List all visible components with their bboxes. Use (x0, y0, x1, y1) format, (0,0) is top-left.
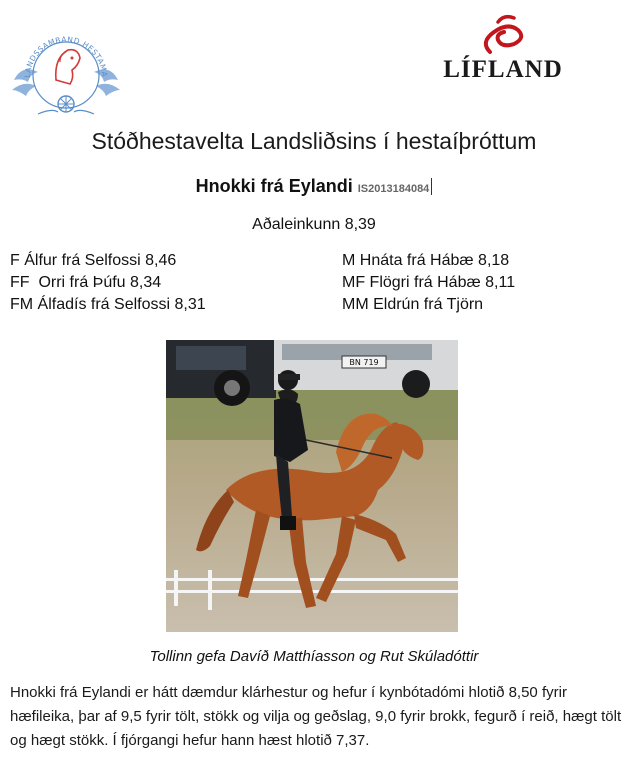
lifland-logo-text: LÍFLAND (443, 56, 563, 83)
pedigree-dam: M Hnáta frá Hábæ 8,18 (342, 252, 510, 269)
pedigree-dam-sire: MF Flögri frá Hábæ 8,11 (342, 274, 516, 291)
horse-photo (166, 340, 458, 632)
horse-name: Hnokki frá Eylandi (195, 176, 353, 196)
pedigree-dam-side (342, 250, 515, 316)
main-score: Aðaleinkunn 8,39 (252, 216, 376, 233)
photo-caption: Tollinn gefa Davíð Matthíasson og Rut Skúladóttir (149, 648, 479, 665)
horse-association-seal-icon (8, 20, 124, 120)
lifland-swirl-icon (432, 12, 574, 56)
horse-description: Hnokki frá Eylandi er hátt dæmdur klárhestur og hefur í kynbótadómi hlotið 8,50 fyrir hæfileika, þar af 9,5 fyrir tölt, stökk og vilja og geðslag, 9,0 fyrir brokk, fegurð í reið, hægt tölt og hægt stökk. Í fjórgangi hefur hann hæst hlotið 7,37. (10, 684, 622, 749)
horse-heading (0, 176, 628, 197)
horse-rider-photo (166, 340, 458, 632)
pedigree-sire: F Álfur frá Selfossi 8,46 (10, 252, 177, 269)
association-logo-text: LANDSSAMBAND HESTAMA (22, 34, 110, 79)
text-cursor (431, 178, 432, 195)
page-title: Stóðhestavelta Landsliðsins í hestaíþróttum (91, 128, 537, 154)
license-plate: BN 719 (349, 358, 379, 367)
pedigree-sire-sire: FF Orri frá Þúfu 8,34 (10, 274, 162, 291)
pedigree-dam-dam: MM Eldrún frá Tjörn (342, 296, 484, 313)
pedigree-sire-dam: FM Álfadís frá Selfossi 8,31 (10, 296, 206, 313)
association-logo (8, 20, 124, 120)
lifland-logo (432, 12, 574, 84)
svg-text:LANDSSAMBAND HESTAMANNAFÉLAGA (8, 20, 109, 78)
pedigree-sire-side (10, 250, 206, 316)
horse-id: IS2013184084 (357, 183, 430, 195)
